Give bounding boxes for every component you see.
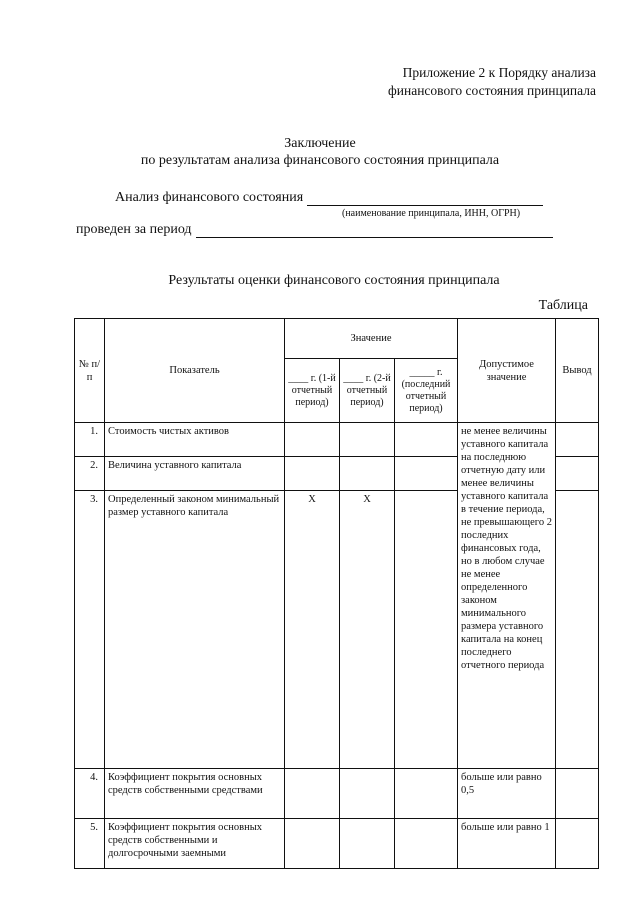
period-label: проведен за период — [76, 222, 192, 237]
row-p1[interactable] — [285, 769, 340, 819]
header-allowed: Допустимое значение — [458, 319, 556, 423]
row-indicator: Стоимость чистых активов — [105, 423, 285, 457]
row-p2: X — [340, 491, 395, 769]
row-num: 5. — [75, 819, 105, 869]
row-indicator: Определенный законом минимальный размер уставного капитала — [105, 491, 285, 769]
row-p2[interactable] — [340, 423, 395, 457]
header-conclusion: Вывод — [556, 319, 599, 423]
analysis-hint: (наименование принципала, ИНН, ОГРН) — [342, 208, 521, 219]
header-indicator: Показатель — [105, 319, 285, 423]
row-p3[interactable] — [395, 769, 458, 819]
row-indicator: Коэффициент покрытия основных средств собственными и долгосрочными заемными — [105, 819, 285, 869]
row-num: 2. — [75, 457, 105, 491]
row-p3[interactable] — [395, 491, 458, 769]
analysis-label: Анализ финансового состояния — [115, 190, 304, 205]
row-p1[interactable] — [285, 819, 340, 869]
row-num: 3. — [75, 491, 105, 769]
row-p1: X — [285, 491, 340, 769]
row-conclusion[interactable] — [556, 491, 599, 769]
row-conclusion[interactable] — [556, 769, 599, 819]
period-field[interactable] — [196, 222, 553, 238]
row-num: 4. — [75, 769, 105, 819]
header-period-1: ____ г. (1-й отчетный период) — [285, 359, 340, 423]
row-conclusion[interactable] — [556, 457, 599, 491]
table-row — [75, 769, 599, 819]
header-value: Значение — [285, 319, 458, 359]
row-p3[interactable] — [395, 819, 458, 869]
row-p1[interactable] — [285, 457, 340, 491]
period-line — [76, 222, 553, 238]
results-table — [74, 318, 599, 869]
header-period-2: ____ г. (2-й отчетный период) — [340, 359, 395, 423]
row-indicator: Коэффициент покрытия основных средств собственными средствами — [105, 769, 285, 819]
analysis-line — [115, 190, 543, 206]
row-num: 1. — [75, 423, 105, 457]
row-allowed: больше или равно 1 — [458, 819, 556, 869]
row-p2[interactable] — [340, 769, 395, 819]
row-p3[interactable] — [395, 457, 458, 491]
row-allowed-merged: не менее величины уставного капитала на последнюю отчетную дату или менее величины уставного капитала в течение периода, не превышающего 2 последних финансовых года, но в любом случае не менее определенного законом минимального размера уставного капитала на конец последнего отчетного периода — [458, 423, 556, 769]
row-p3[interactable] — [395, 423, 458, 457]
row-p2[interactable] — [340, 819, 395, 869]
row-p1[interactable] — [285, 423, 340, 457]
appendix-note — [388, 64, 596, 100]
row-conclusion[interactable] — [556, 819, 599, 869]
principal-name-field[interactable] — [307, 190, 543, 206]
appendix-line-2: финансового состояния принципала — [388, 83, 596, 98]
header-num: № п/п — [75, 319, 105, 423]
appendix-line-1: Приложение 2 к Порядку анализа — [402, 65, 596, 80]
row-p2[interactable] — [340, 457, 395, 491]
results-title: Результаты оценки финансового состояния принципала — [168, 273, 500, 288]
table-row — [75, 423, 599, 457]
row-conclusion[interactable] — [556, 423, 599, 457]
row-allowed: больше или равно 0,5 — [458, 769, 556, 819]
document-title — [0, 135, 640, 169]
title-line-2: по результатам анализа финансового состояния принципала — [140, 153, 500, 168]
title-line-1: Заключение — [284, 136, 356, 151]
table-row — [75, 819, 599, 869]
header-period-3: _____ г. (последний отчетный период) — [395, 359, 458, 423]
row-indicator: Величина уставного капитала — [105, 457, 285, 491]
table-label: Таблица — [538, 298, 588, 313]
